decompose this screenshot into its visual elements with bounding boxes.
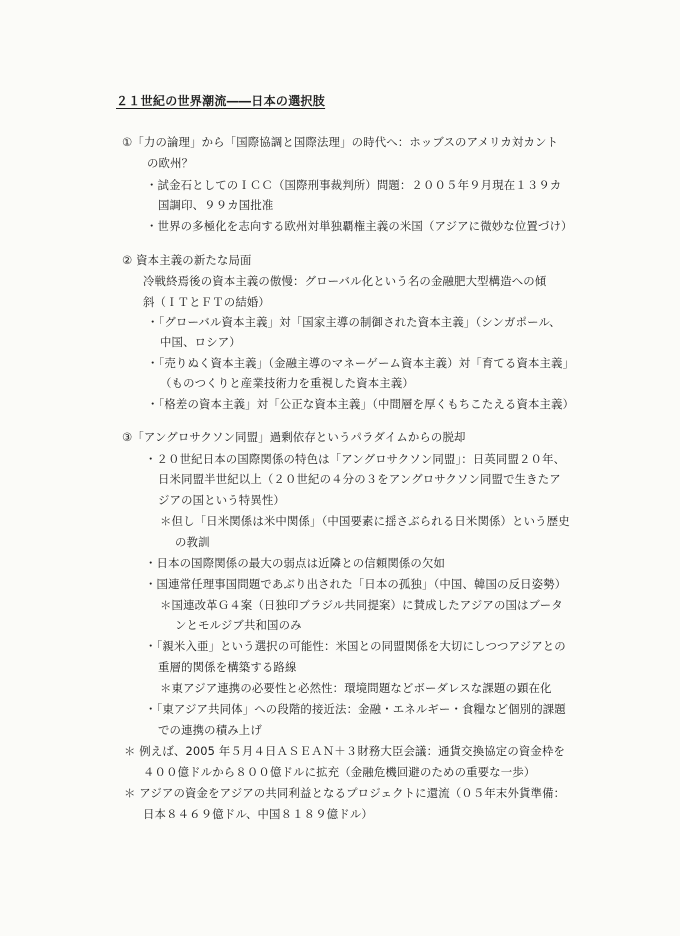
bullet-un-security-council: ・国連常任理事国問題であぶり出された「日本の孤独」（中国、韓国の反日姿勢）	[145, 577, 567, 591]
section-3-heading: ③「アングロサクソン同盟」過剰依存というパラダイムからの脱却	[122, 430, 466, 444]
section-2-text: 冷戦終焉後の資本主義の傲慢：グローバル化という名の金融肥大型構造への傾	[143, 274, 547, 288]
note-asean-cont: ４００億ドルから８００億ドルに拡充（金融危機回避のための重要な一歩）	[143, 765, 536, 779]
note-us-china: ＊但し「日米関係は米中関係」（中国要素に揺さぶられる日米関係）という歴史	[160, 514, 570, 528]
bullet-weakness: ・日本の国際関係の最大の弱点は近隣との信頼関係の欠如	[145, 556, 446, 570]
note-asean: ＊ 例えば、2005 年５月４日ＡＳＥＡＮ＋３財務大臣会議：通貨交換協定の資金枠を	[124, 744, 566, 758]
bullet-pro-us-asia: ・「親米入亜」という選択の可能性：米国との同盟関係を大切にしつつアジアとの	[145, 639, 566, 653]
bullet-disparity-capitalism: ・「格差の資本主義」対「公正な資本主義」（中間層を厚くもちこたえる資本主義）	[147, 397, 575, 411]
bullet-east-asia-community: ・「東アジア共同体」への段階的接近法：金融・エネルギー・食糧など個別的課題	[145, 702, 566, 716]
section-2-heading: ② 資本主義の新たな局面	[122, 253, 252, 267]
bullet-pro-us-asia-cont: 重層的関係を構築する路線	[158, 660, 297, 674]
page-title: ２１世紀の世界潮流――日本の選択肢	[116, 94, 326, 108]
bullet-global-capitalism: ・「グローバル資本主義」対「国家主導の制御された資本主義」（シンガポール、	[147, 315, 561, 329]
note-g4: ＊国連改革Ｇ４案（日独印ブラジル共同提案）に賛成したアジアの国はブータ	[160, 598, 563, 612]
bullet-icc-cont: 国調印、９９カ国批准	[158, 198, 274, 212]
bullet-anglo-saxon: ・２０世紀日本の国際関係の特色は「アングロサクソン同盟」：日英同盟２０年、	[145, 452, 566, 466]
note-asian-funds-cont: 日本８４６９億ドル、中国８１８９億ドル）	[143, 807, 373, 821]
bullet-selling-capitalism-cont: （ものつくりと産業技術力を重視した資本主義）	[160, 376, 414, 390]
section-2-text-cont: 斜（ＩＴとＦＴの結婚）	[143, 295, 270, 309]
bullet-multipolar: ・世界の多極化を志向する欧州対単独覇権主義の米国（アジアに微妙な位置づけ）	[146, 219, 573, 233]
note-asian-funds: ＊ アジアの資金をアジアの共同利益となるプロジェクトに還流（０５年末外貨準備：	[124, 786, 566, 800]
note-g4-cont: ンとモルジブ共和国のみ	[175, 618, 302, 632]
note-us-china-cont: の教訓	[175, 535, 210, 549]
bullet-global-capitalism-cont: 中国、ロシア）	[160, 335, 241, 349]
bullet-anglo-saxon-cont2: ジアの国という特異性）	[158, 493, 285, 507]
bullet-anglo-saxon-cont1: 日米同盟半世紀以上（２０世紀の４分の３をアングロサクソン同盟で生きたア	[158, 472, 561, 486]
section-1-heading: ①「力の論理」から「国際協調と国際法理」の時代へ：ホッブスのアメリカ対カント	[122, 135, 559, 149]
section-1-heading-cont: の欧州？	[147, 156, 194, 170]
note-east-asia: ＊東アジア連携の必要性と必然性：環境問題などボーダレスな課題の顕在化	[160, 681, 552, 695]
bullet-selling-capitalism: ・「売りぬく資本主義」（金融主導のマネーゲーム資本主義）対「育てる資本主義」	[147, 356, 575, 370]
bullet-icc: ・試金石としてのＩＣＣ（国際刑事裁判所）問題：２００５年９月現在１３９カ	[146, 178, 562, 192]
bullet-east-asia-community-cont: での連携の積み上げ	[158, 723, 262, 737]
